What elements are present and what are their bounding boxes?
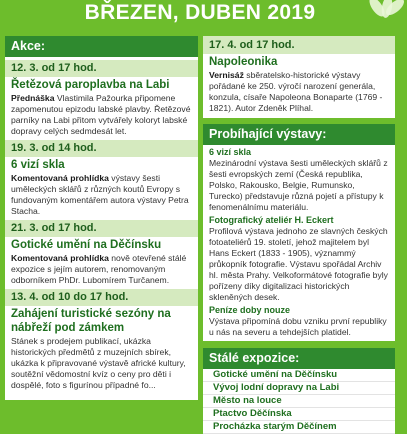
exhibitions-column [203, 36, 395, 432]
permanent-exhibitions [203, 348, 395, 434]
events-section-title: Akce: [5, 36, 198, 57]
event-title: Zahájení turistické sezóny na nábřeží pod zámkem [11, 308, 171, 334]
event-title: Řetězová paroplavba na Labi [11, 79, 170, 91]
event-description [5, 172, 198, 217]
exhibition-description: Profilová výstava jednoho ze slavných českých fotoateliérů 19. století, jehož majitelem byl Hans Eckert (1833 - 1905), význammý průkopník fotografie. Výstavu spořádal Archiv hl. města Prahy. Velkoformátové fotografie byly pořízeny díky digitalizaci historických skleněných desek. [209, 226, 388, 302]
event-description [5, 92, 198, 137]
event-date: 19. 3. od 14 hod. [5, 140, 198, 157]
event-item [5, 60, 198, 137]
permanent-item: Ptactvo Děčínska [203, 408, 395, 421]
event-description [5, 335, 198, 391]
event-text: nově otevřené stálé expozice s jejím autorem, renomovaným odborníkem PhDr. Lubomírem Turčanem. [11, 253, 187, 285]
event-text: Stánek s prodejem publikací, ukázka historických předmětů z muzejních sbírek, ukázka k připravované výstavě africké kultury, soutěžní vědomostní kvíz o ceny pro děti i dospělé, foto s figurínou případné fo... [11, 336, 186, 390]
event-date: 13. 4. od 10 do 17 hod. [5, 289, 198, 306]
event-text: sběratelsko-historické výstavy pořádané ke 250. výročí narození generála, konzula, císaře Napoleona Bonaparte (1769 - 1821). Autor Zdeněk Plíhal. [209, 70, 383, 113]
event-item [5, 289, 198, 391]
exhibition-description: Výstava připomíná dobu vzniku první republiky u nás na severu a tehdejších platidel. [209, 316, 387, 337]
permanent-item: Gotické umění na Děčínsku [203, 369, 395, 382]
event-text: výstavy šesti uměleckých sklářů z různých koutů Evropy s fundovaným komentářem autora výstavy Petra Stacha. [11, 173, 189, 216]
event-kind: Komentovaná prohlídka [11, 173, 109, 183]
event-item [5, 140, 198, 217]
running-exhibitions [203, 124, 395, 341]
exhibition-title: 6 vizí skla [209, 147, 252, 157]
napoleon-event [203, 36, 395, 118]
event-date: 12. 3. od 17 hod. [5, 60, 198, 77]
page-title: BŘEZEN, DUBEN 2019 [84, 1, 316, 24]
permanent-item: Město na louce [203, 395, 395, 408]
event-title: 6 vizí skla [11, 159, 65, 171]
events-column [5, 36, 198, 400]
permanent-section-title: Stálé expozice: [203, 348, 395, 369]
event-title: Gotické umění na Děčínsku [11, 239, 162, 251]
event-kind: Komentovaná prohlídka [11, 253, 109, 263]
exhibition-item [203, 145, 395, 213]
exhibition-title: Fotografický ateliér H. Eckert [209, 215, 334, 225]
event-kind: Přednáška [11, 93, 55, 103]
running-section-title: Probíhající výstavy: [203, 124, 395, 145]
exhibition-title: Peníze doby nouze [209, 305, 291, 315]
exhibition-description: Mezinárodní výstava šesti uměleckých sklářů z šesti evropských zemí (Česká republika, Polsko, Rakousko, Belgie, Rumunsko, Turecko) představuje různá pojetí a přístupy k fenomenálnímu materiálu. [209, 158, 388, 212]
exhibition-item [203, 213, 395, 303]
event-date: 21. 3. od 17 hod. [5, 220, 198, 237]
permanent-item: Vývoj lodní dopravy na Labi [203, 382, 395, 395]
permanent-item: Procházka starým Děčínem [203, 421, 395, 434]
event-kind: Vernisáž [209, 70, 244, 80]
event-description [5, 252, 198, 286]
header-bar [0, 0, 400, 34]
event-title: Napoleonika [209, 56, 278, 68]
event-date: 17. 4. od 17 hod. [203, 36, 395, 54]
event-description [203, 69, 395, 114]
event-item [5, 220, 198, 286]
exhibition-item [203, 303, 395, 338]
event-text: Vlastimila Pažourka připomene zapomenutou epizodu labské plavby. Řetězové parníky na Labi přitom vytvářely koloryt labské dopravy celých sedmdesát let. [11, 93, 191, 136]
